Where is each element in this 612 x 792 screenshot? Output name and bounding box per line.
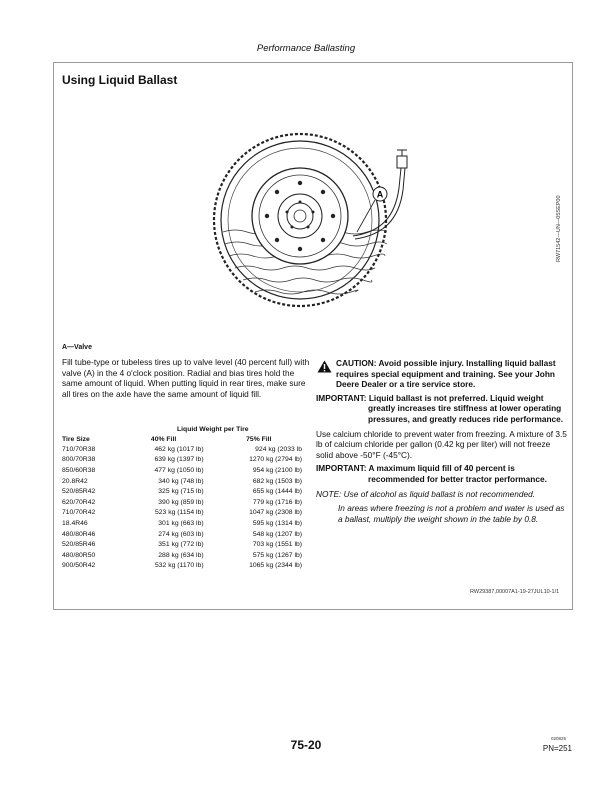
fill-40-cell: 351 kg (772 lb) <box>158 541 204 549</box>
fill-40-cell: 532 kg (1170 lb) <box>154 562 204 570</box>
fill-40-cell: 340 kg (748 lb) <box>158 477 204 485</box>
table-row <box>62 465 308 476</box>
fill-75-cell: 595 kg (1314 lb) <box>252 519 302 527</box>
fill-40-cell: 523 kg (1154 lb) <box>154 509 204 517</box>
table-row <box>62 561 308 572</box>
table-row <box>62 455 308 466</box>
fill-75-cell: 924 kg (2033 lb <box>255 445 302 453</box>
caution-block <box>316 358 568 390</box>
table-row <box>62 550 308 561</box>
reference-code: RW29387,00007A1-19-27JUL10-1/1 <box>470 589 560 595</box>
fill-75-cell: 575 kg (1267 lb) <box>252 551 302 559</box>
note-freezing-detail: In areas where freezing is not a problem and water is used as a ballast, multiply the weight shown in the table by 0.8. <box>338 503 565 524</box>
right-column <box>316 358 568 524</box>
fill-40-cell: 462 kg (1017 lb) <box>154 445 204 453</box>
table-row <box>62 518 308 529</box>
tire-size-cell: 710/70R38 <box>62 445 96 453</box>
table-group-header: Liquid Weight per Tire <box>177 425 249 433</box>
table-row <box>62 508 308 519</box>
table-row <box>62 486 308 497</box>
fill-75-cell: 548 kg (1207 lb) <box>252 530 302 538</box>
figure-code: RW71542—UN—05SEP00 <box>556 195 562 262</box>
fill-75-cell: 1047 kg (2308 lb) <box>249 509 302 517</box>
fill-75-cell: 954 kg (2100 lb) <box>252 466 302 474</box>
tire-size-cell: 900/50R42 <box>62 562 96 570</box>
callout-label: A <box>376 189 384 200</box>
page-number: 75-20 <box>290 738 322 752</box>
column-header-40-fill: 40% Fill <box>150 435 177 443</box>
tire-size-cell: 800/70R38 <box>62 456 96 464</box>
fill-75-cell: 655 kg (1444 lb) <box>252 488 302 496</box>
section-title: Using Liquid Ballast <box>62 73 178 87</box>
fill-40-cell: 390 kg (859 lb) <box>158 498 204 506</box>
column-header-tire-size: Tire Size <box>62 435 90 443</box>
tire-liquid-ballast-illustration <box>205 128 425 320</box>
fill-75-cell: 682 kg (1503 lb) <box>252 477 302 485</box>
fill-75-cell: 703 kg (1551 lb) <box>252 541 302 549</box>
fill-75-cell: 1065 kg (2344 lb) <box>249 562 302 570</box>
important-liquid-ballast: IMPORTANT: Liquid ballast is not preferred. Liquid weight greatly increases tire stiffness at lower operating pressures, and greatly reduces ride performance. <box>316 392 564 424</box>
fill-75-cell: 779 kg (1716 lb) <box>252 498 302 506</box>
column-header-75-fill: 75% Fill <box>246 435 272 443</box>
caution-text: CAUTION: Avoid possible injury. Installing liquid ballast requires special equipment and training. See your John Deere Dealer or a tire service store. <box>336 358 556 390</box>
tire-size-cell: 850/60R38 <box>62 466 96 474</box>
fill-instructions: Fill tube-type or tubeless tires up to valve level (40 percent full) with valve (A) in the 4 o'clock position. Radial and bias tires hold the same amount of liquid. When putting liquid in rear tires, make sure all tires on the axle have the same amount of liquid fill. <box>62 357 310 399</box>
footer-small-code: 020825 <box>551 736 567 741</box>
table-row <box>62 444 308 455</box>
table-row <box>62 497 308 508</box>
table-row <box>62 476 308 487</box>
note-alcohol: NOTE: Use of alcohol as liquid ballast is not recommended. <box>316 488 536 499</box>
tire-size-cell: 520/85R46 <box>62 541 96 549</box>
tire-size-cell: 18.4R46 <box>62 519 88 527</box>
pn-label: PN=251 <box>542 744 572 753</box>
figure-legend: A—Valve <box>62 344 92 351</box>
important-max-fill: IMPORTANT: A maximum liquid fill of 40 percent is recommended for better tractor performance. <box>316 463 547 484</box>
table-row <box>62 529 308 540</box>
tire-size-cell: 620/70R42 <box>62 498 96 506</box>
tire-size-cell: 520/85R42 <box>62 488 96 496</box>
fill-40-cell: 301 kg (663 lb) <box>158 519 204 527</box>
wheel-rim <box>252 168 348 264</box>
liquid-weight-table <box>62 424 308 571</box>
calcium-chloride-text: Use calcium chloride to prevent water from freezing. A mixture of 3.5 lb of calcium chloride per gallon (0.42 kg per liter) will not freeze solid above -50°F (-45°C). <box>316 428 567 460</box>
tire-size-cell: 480/80R50 <box>62 551 96 559</box>
fill-75-cell: 1270 kg (2794 lb) <box>249 456 302 464</box>
tire-size-cell: 20.8R42 <box>62 477 88 485</box>
fill-40-cell: 477 kg (1050 lb) <box>154 466 204 474</box>
fill-40-cell: 288 kg (634 lb) <box>158 551 204 559</box>
fill-40-cell: 325 kg (715 lb) <box>158 488 204 496</box>
fill-40-cell: 639 kg (1397 lb) <box>154 456 204 464</box>
warning-triangle-icon <box>317 360 332 373</box>
tire-size-cell: 710/70R42 <box>62 509 96 517</box>
fill-40-cell: 274 kg (603 lb) <box>158 530 204 538</box>
running-header: Performance Ballasting <box>256 43 356 54</box>
tire-size-cell: 480/80R46 <box>62 530 96 538</box>
table-row <box>62 539 308 550</box>
